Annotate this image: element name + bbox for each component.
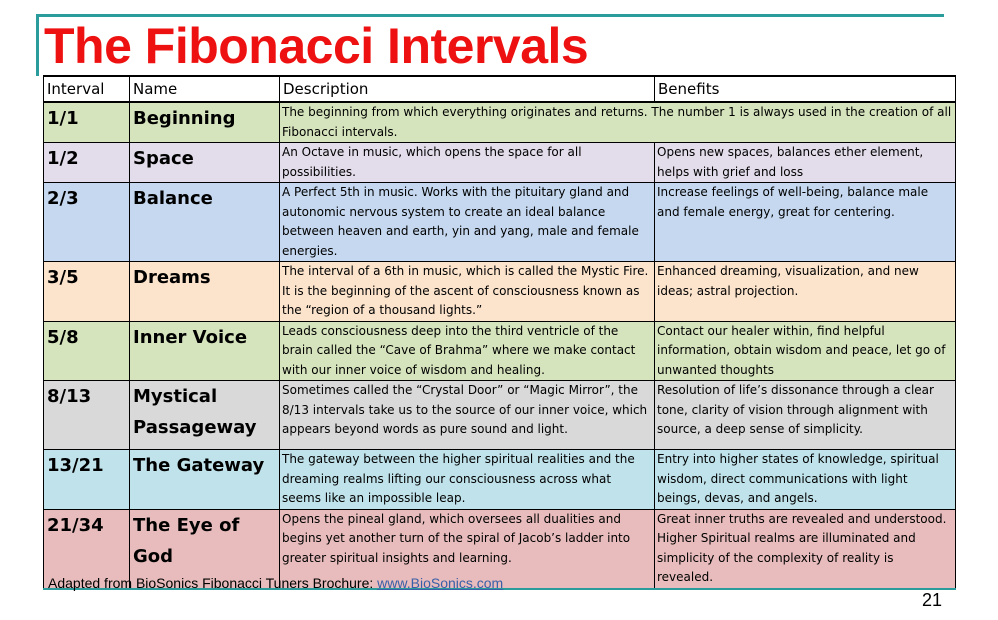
benefits-cell: Opens new spaces, balances ether element, helps with grief and loss — [655, 143, 956, 183]
interval-cell: 1/2 — [44, 143, 130, 183]
description-cell: The beginning from which everything originates and returns. The number 1 is always used in the creation of all Fibonacci intervals. — [280, 102, 956, 143]
interval-cell: 3/5 — [44, 262, 130, 322]
interval-cell: 13/21 — [44, 450, 130, 510]
description-cell: An Octave in music, which opens the space for all possibilities. — [280, 143, 655, 183]
benefits-cell: Enhanced dreaming, visualization, and new ideas; astral projection. — [655, 262, 956, 322]
footer-note — [48, 575, 503, 591]
title-accent-line — [36, 14, 944, 17]
benefits-cell: Great inner truths are revealed and understood. Higher Spiritual realms are illuminated and simplicity of the complexity of reality is revealed. — [655, 509, 956, 589]
table-row — [44, 143, 956, 183]
interval-cell: 21/34 — [44, 509, 130, 589]
table-row — [44, 321, 956, 381]
page-number: 21 — [922, 590, 943, 610]
name-cell: Mystical Passageway — [130, 381, 280, 450]
benefits-cell: Contact our healer within, find helpful information, obtain wisdom and peace, let go of unwanted thoughts — [655, 321, 956, 381]
table-row — [44, 102, 956, 143]
description-cell: Sometimes called the “Crystal Door” or “Magic Mirror”, the 8/13 intervals take us to the source of our inner voice, which appears beyond words as pure sound and light. — [280, 381, 655, 450]
source-link[interactable]: www.BioSonics.com — [377, 575, 504, 591]
table-header-row — [44, 76, 956, 102]
interval-cell: 5/8 — [44, 321, 130, 381]
header-interval: Interval — [44, 76, 130, 102]
description-cell: A Perfect 5th in music. Works with the pituitary gland and autonomic nervous system to create an ideal balance between heaven and earth, yin and yang, male and female energies. — [280, 183, 655, 262]
description-cell: Opens the pineal gland, which oversees all dualities and begins yet another turn of the spiral of Jacob’s ladder into greater spiritual insights and learning. — [280, 509, 655, 589]
description-cell: The gateway between the higher spiritual realities and the dreaming realms lifting our consciousness across what seems like an impossible leap. — [280, 450, 655, 510]
name-cell: The Eye of God — [130, 509, 280, 589]
page-title: The Fibonacci Intervals — [44, 18, 589, 74]
table-row — [44, 262, 956, 322]
header-description: Description — [280, 76, 655, 102]
description-cell: Leads consciousness deep into the third ventricle of the brain called the “Cave of Brahma” where we make contact with our inner voice of wisdom and healing. — [280, 321, 655, 381]
title-accent-bar — [36, 14, 39, 76]
benefits-cell: Resolution of life’s dissonance through a clear tone, clarity of vision through alignment with source, a deep sense of simplicity. — [655, 381, 956, 450]
footer-text: Adapted from BioSonics Fibonacci Tuners Brochure: — [48, 575, 378, 591]
name-cell: Space — [130, 143, 280, 183]
header-name: Name — [130, 76, 280, 102]
table-row — [44, 381, 956, 450]
benefits-cell: Entry into higher states of knowledge, spiritual wisdom, direct communications with light beings, devas, and angels. — [655, 450, 956, 510]
interval-cell: 2/3 — [44, 183, 130, 262]
name-cell: Inner Voice — [130, 321, 280, 381]
fibonacci-table — [43, 75, 956, 590]
interval-cell: 8/13 — [44, 381, 130, 450]
header-benefits: Benefits — [655, 76, 956, 102]
name-cell: The Gateway — [130, 450, 280, 510]
interval-cell: 1/1 — [44, 102, 130, 143]
name-cell: Dreams — [130, 262, 280, 322]
table-row — [44, 450, 956, 510]
table-row — [44, 183, 956, 262]
name-cell: Balance — [130, 183, 280, 262]
benefits-cell: Increase feelings of well-being, balance male and female energy, great for centering. — [655, 183, 956, 262]
name-cell: Beginning — [130, 102, 280, 143]
description-cell: The interval of a 6th in music, which is called the Mystic Fire. It is the beginning of the ascent of consciousness known as the “region of a thousand lights.” — [280, 262, 655, 322]
